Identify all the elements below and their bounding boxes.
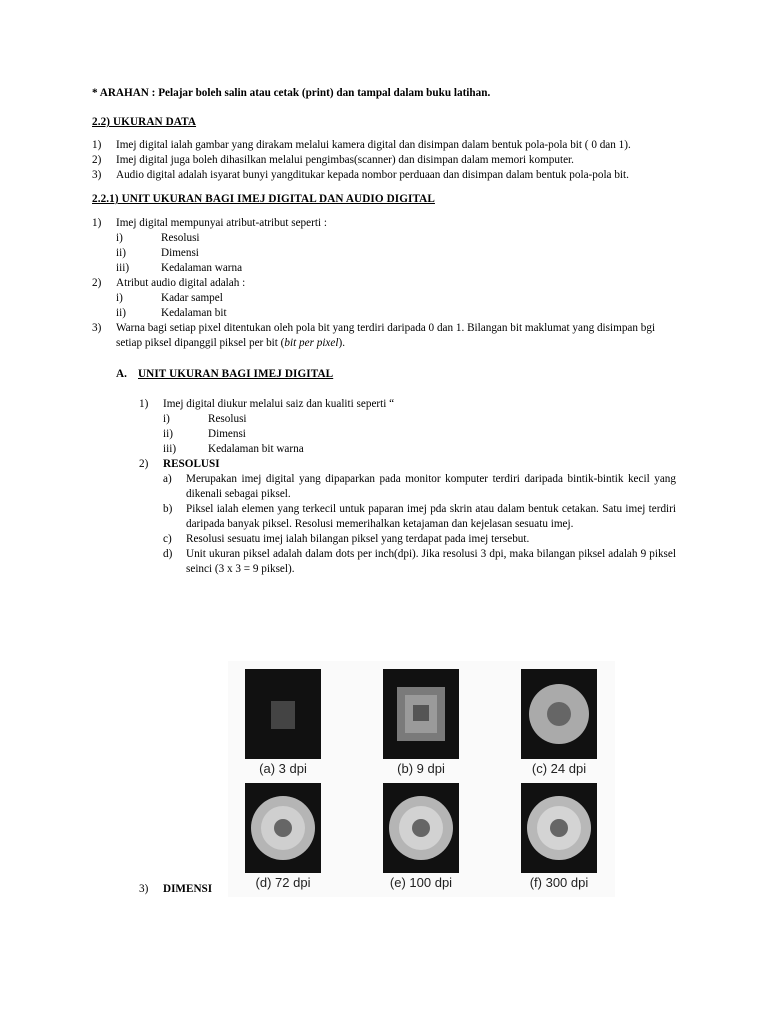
list-item: b) Piksel ialah elemen yang terkecil untuk paparan imej pda skrin atau dalam bentuk cetakan. Satu imej terdiri daripada banyak piksel. Resolusi memerihalkan ketajaman dan kejelasan sesuatu imej. [163,503,676,530]
flower-image-300dpi [521,783,597,873]
list-item: 1) Imej digital diukur melalui saiz dan kualiti seperti “ [139,398,395,410]
sub-list-item: ii) Dimensi [163,428,246,440]
sub-list-item: iii) Kedalaman warna [116,262,243,274]
list-item: 2) Atribut audio digital adalah : [92,277,246,289]
figure-caption: (c) 24 dpi [531,761,587,776]
instruction-text: * ARAHAN : Pelajar boleh salin atau cetak (print) dan tampal dalam buku latihan. [92,87,491,99]
flower-image-3dpi [245,669,321,759]
sub-list [116,231,676,276]
flower-image-100dpi [383,783,459,873]
figure-cell [504,783,614,890]
list-item: 3) Warna bagi setiap pixel ditentukan oleh pola bit yang terdiri daripada 0 dan 1. Bilangan bit maklumat yang disimpan bgi setiap piksel dipanggil piksel per bit (bit per pixel). [92,322,656,349]
flower-image-24dpi [521,669,597,759]
list-item: d) Unit ukuran piksel adalah dalam dots per inch(dpi). Jika resolusi 3 dpi, maka bilangan piksel adalah 9 piksel seinci (3 x 3 = 9 piksel). [163,548,676,575]
figure-caption: (d) 72 dpi [255,875,311,890]
figure-cell [504,669,614,776]
list-item: c) Resolusi sesuatu imej ialah bilangan piksel yang terdapat pada imej tersebut. [163,533,530,545]
sub-list [116,291,676,321]
figure-caption: (a) 3 dpi [259,761,307,776]
sub-list-item: ii) Dimensi [116,247,199,259]
figure-cell [228,669,338,776]
section-heading-unit-ukuran: 2.2.1) UNIT UKURAN BAGI IMEJ DIGITAL DAN AUDIO DIGITAL [92,193,435,205]
sub-list [163,412,676,457]
section-heading-a: A. UNIT UKURAN BAGI IMEJ DIGITAL [116,368,334,380]
figure-caption: (e) 100 dpi [389,875,453,890]
flower-image-9dpi [383,669,459,759]
figure-caption: (b) 9 dpi [397,761,445,776]
figure-cell [366,783,476,890]
sub-list-item: iii) Kedalaman bit warna [163,443,304,455]
list-item: 1) Imej digital mempunyai atribut-atribut seperti : [92,217,327,229]
section-a-list [139,397,676,577]
list-item: a) Merupakan imej digital yang dipaparkan pada monitor komputer terdiri daripada bintik-bintik kecil yang dikenali sebagai piksel. [163,473,676,500]
resolusi-list [163,472,676,577]
section-heading-ukuran-data: 2.2) UKURAN DATA [92,116,197,128]
list-item: 2) Imej digital juga boleh dihasilkan melalui pengimbas(scanner) dan disimpan dalam memori komputer. [92,154,574,166]
list-item: 1) Imej digital ialah gambar yang dirakam melalui kamera digital dan disimpan dalam bentuk pola-pola bit ( 0 dan 1). [92,139,631,151]
list-item: 3) Audio digital adalah isyarat bunyi yangditukar kepada nombor perduaan dan disimpan dalam bentuk pola-pola bit. [92,169,629,181]
flower-image-72dpi [245,783,321,873]
figure-caption: (f) 300 dpi [529,875,589,890]
attribute-list [92,216,676,351]
sub-list-item: i) Resolusi [116,232,200,244]
ukuran-data-list [92,138,676,183]
sub-list-item: i) Kadar sampel [116,292,223,304]
resolution-figure [228,661,615,897]
figure-cell [366,669,476,776]
dimensi-item: 3) DIMENSI [139,883,213,895]
document-page [92,86,676,577]
sub-list-item: i) Resolusi [163,413,247,425]
sub-list-item: ii) Kedalaman bit [116,307,227,319]
list-item: 2) RESOLUSI [139,458,220,470]
figure-cell [228,783,338,890]
